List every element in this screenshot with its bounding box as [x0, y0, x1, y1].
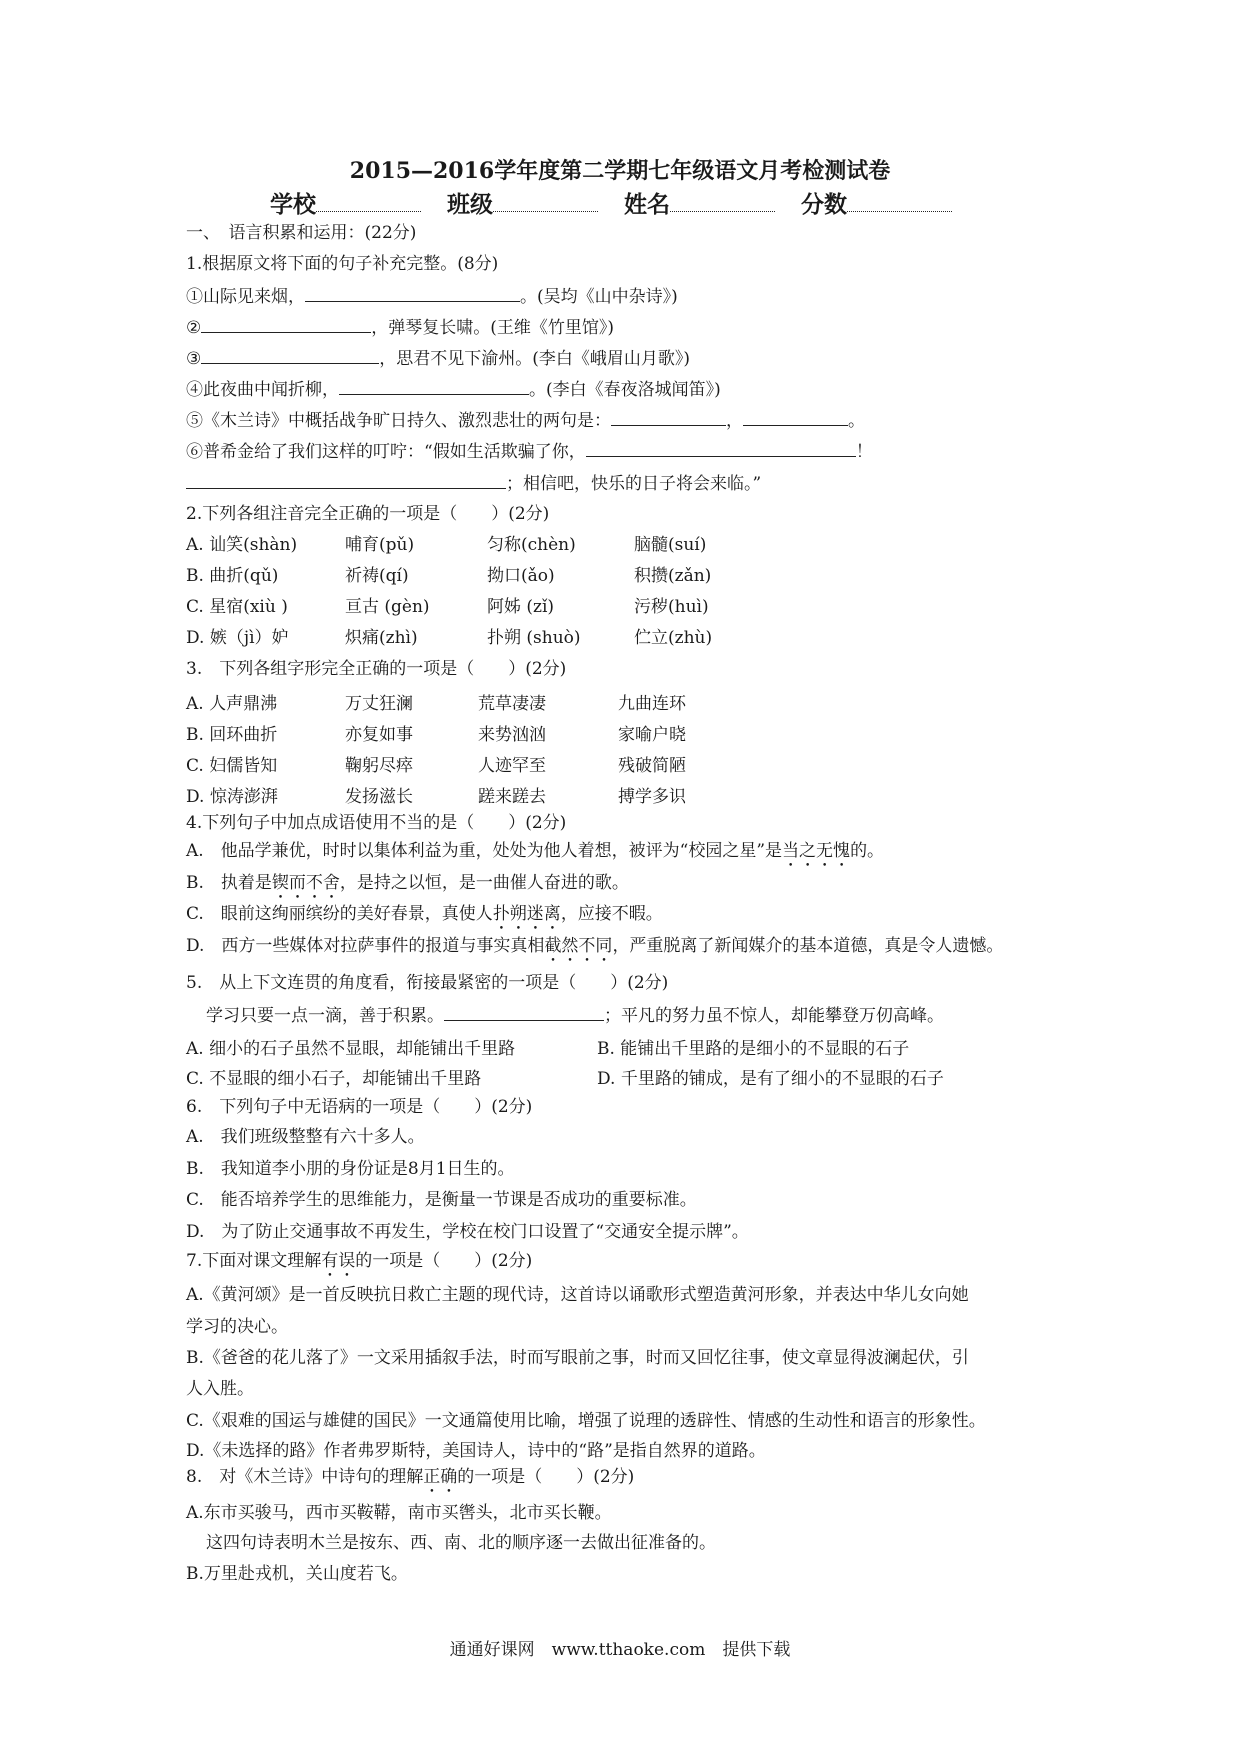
q8-stem	[186, 1466, 634, 1497]
q2-option-a-3: 匀称(chèn)	[487, 535, 576, 555]
q3-option-c-2: 鞠躬尽瘁	[345, 756, 413, 776]
q3-option-c-1: C. 妇儒皆知	[186, 756, 278, 776]
q2-option-c-3: 阿姊 (zǐ)	[487, 597, 555, 617]
q1-e-comma: ，	[726, 411, 743, 431]
score-label: 分数	[801, 191, 848, 218]
q1-b-blank[interactable]	[201, 314, 371, 333]
q1-d-blank[interactable]	[339, 376, 529, 395]
q7-option-a-line2: 学习的决心。	[186, 1317, 288, 1337]
q6-option-a: A. 我们班级整整有六十多人。	[186, 1127, 425, 1147]
q1-c-source: ，思君不见下渝州。(李白《峨眉山月歌》)	[379, 349, 691, 369]
q2-option-a-2: 哺育(pǔ)	[345, 535, 415, 555]
q3-option-c-4: 残破简陋	[618, 756, 686, 776]
q1-f-blank[interactable]	[586, 438, 856, 457]
q4-a-idiom: 当之无愧	[782, 841, 851, 861]
q1-item-g	[186, 470, 761, 495]
q5-option-c: C. 不显眼的细小石子，却能铺出千里路	[186, 1069, 482, 1089]
q7-stem-text: 7.下面对课文理解	[186, 1251, 322, 1271]
q1-b-text: ②	[186, 318, 202, 338]
q4-option-c	[186, 903, 663, 934]
q2-option-d-4: 伫立(zhù)	[634, 628, 713, 648]
q4-c-text: C. 眼前这绚丽缤纷的美好春景，真使人	[186, 904, 493, 924]
q3-option-d-2: 发扬滋长	[345, 787, 413, 807]
q2-stem: 2.下列各组注音完全正确的一项是（ ）(2分)	[186, 504, 550, 524]
q4-d-end: ，严重脱离了新闻媒介的基本道德，真是令人遗憾。	[612, 936, 1004, 956]
q6-option-d: D. 为了防止交通事故不再发生，学校在校门口设置了“交通安全提示牌”。	[186, 1222, 749, 1242]
q3-option-c-3: 人迹罕至	[478, 756, 546, 776]
score-field[interactable]	[847, 189, 952, 212]
q2-option-a-4: 脑髓(suí)	[634, 535, 707, 555]
q8-option-a-line2: 这四句诗表明木兰是按东、西、南、北的顺序逐一去做出征准备的。	[206, 1533, 716, 1553]
q4-option-b	[186, 872, 629, 903]
q4-a-text: A. 他品学兼优，时时以集体利益为重，处处为他人着想，被评为“校园之星”是	[186, 841, 783, 861]
name-label: 姓名	[624, 191, 670, 218]
q1-g-blank[interactable]	[186, 470, 506, 489]
q2-option-b-3: 拗口(ǎo)	[487, 566, 555, 586]
q3-option-d-4: 搏学多识	[618, 787, 686, 807]
q5-blank[interactable]	[444, 1002, 604, 1021]
q4-c-end: ，应接不暇。	[560, 904, 663, 924]
q3-stem: 3. 下列各组字形完全正确的一项是（ ）(2分)	[186, 659, 567, 679]
q3-option-b-2: 亦复如事	[345, 725, 413, 745]
q7-option-d: D.《未选择的路》作者弗罗斯特，美国诗人，诗中的“路”是指自然界的道路。	[186, 1441, 766, 1461]
q3-option-a-1: A. 人声鼎沸	[186, 694, 278, 714]
q4-option-d	[186, 935, 1003, 966]
q8-stem-key: 正确	[423, 1467, 458, 1487]
q1-item-b	[186, 314, 614, 339]
q2-option-d-3: 扑朔 (shuò)	[487, 628, 581, 648]
q7-option-a-line1: A.《黄河颂》是一首反映抗日救亡主题的现代诗，这首诗以诵歌形式塑造黄河形象，并表达中华儿女向她	[186, 1285, 969, 1305]
section-heading: 一、 语言积累和运用：(22分)	[186, 223, 417, 243]
q1-f-text: ⑥普希金给了我们这样的叮咛：“假如生活欺骗了你，	[186, 442, 586, 462]
exam-title: 2015—2016学年度第二学期七年级语文月考检测试卷	[349, 158, 891, 184]
q7-option-b-line2: 人入胜。	[186, 1379, 254, 1399]
q1-d-source: 。(李白《春夜洛城闻笛》)	[529, 380, 721, 400]
q1-e-blank-2[interactable]	[743, 407, 848, 426]
q8-option-b-line1: B.万里赴戎机，关山度若飞。	[186, 1564, 408, 1584]
name-field[interactable]	[670, 189, 775, 212]
q1-item-c	[186, 345, 690, 370]
q4-stem: 4.下列句子中加点成语使用不当的是（ ）(2分)	[186, 813, 567, 833]
q5-option-a: A. 细小的石子虽然不显眼，却能铺出千里路	[186, 1039, 516, 1059]
q3-option-b-4: 家喻户晓	[618, 725, 686, 745]
q7-option-c: C.《艰难的国运与雄健的国民》一文通篇使用比喻，增强了说理的透辟性、情感的生动性和语言的形象性。	[186, 1411, 986, 1431]
q2-option-a-1: A. 讪笑(shàn)	[186, 535, 298, 555]
q8-stem-text: 8. 对《木兰诗》中诗句的理解	[186, 1467, 424, 1487]
q4-d-idiom: 截然不同	[544, 936, 613, 956]
q3-option-a-3: 荒草凄凄	[478, 694, 546, 714]
q3-option-a-4: 九曲连环	[618, 694, 686, 714]
q1-g-text: ；相信吧，快乐的日子将会来临。”	[506, 474, 762, 494]
q6-option-b: B. 我知道李小朋的身份证是8月1日生的。	[186, 1159, 515, 1179]
class-label: 班级	[446, 191, 493, 218]
q1-e-text: ⑤《木兰诗》中概括战争旷日持久、激烈悲壮的两句是：	[186, 411, 611, 431]
q2-option-c-1: C. 星宿(xiù )	[186, 597, 288, 617]
school-field[interactable]	[316, 189, 421, 212]
q4-b-text: B. 执着是	[186, 873, 272, 893]
q2-option-c-2: 亘古 (gèn)	[345, 597, 430, 617]
q7-stem-key: 有误	[321, 1251, 356, 1271]
q1-f-end: ！	[855, 442, 873, 462]
q7-stem	[186, 1250, 532, 1281]
q1-b-source: ，弹琴复长啸。(王维《竹里馆》)	[371, 318, 615, 338]
q3-option-d-1: D. 惊涛澎湃	[186, 787, 278, 807]
q2-option-b-4: 积攒(zǎn)	[634, 566, 712, 586]
q2-option-b-2: 祈祷(qí)	[345, 566, 409, 586]
q1-item-d	[186, 376, 721, 401]
q4-d-text: D. 西方一些媒体对拉萨事件的报道与事实真相	[186, 936, 545, 956]
q1-item-a	[186, 283, 678, 308]
student-info-row	[0, 186, 1240, 219]
q5-passage-start: 学习只要一点一滴，善于积累。	[206, 1006, 444, 1026]
q3-option-b-1: B. 回环曲折	[186, 725, 278, 745]
q1-item-e	[186, 407, 865, 432]
q5-passage	[206, 1002, 944, 1027]
q5-option-b: B. 能铺出千里路的是细小的不显眼的石子	[597, 1039, 910, 1059]
q7-stem-end: 的一项是（ ）(2分)	[355, 1251, 533, 1271]
q3-option-b-3: 来势汹汹	[478, 725, 546, 745]
q5-stem: 5. 从上下文连贯的角度看，衔接最紧密的一项是（ ）(2分)	[186, 973, 669, 993]
q1-a-text: ①山际见来烟，	[186, 287, 305, 307]
q4-option-a	[186, 840, 884, 871]
q1-a-blank[interactable]	[305, 283, 520, 302]
q6-stem: 6. 下列句子中无语病的一项是（ ）(2分)	[186, 1097, 533, 1117]
q1-d-text: ④此夜曲中闻折柳，	[186, 380, 339, 400]
q2-option-d-1: D. 嫉（jì）妒	[186, 628, 289, 648]
q8-option-a-line1: A.东市买骏马，西市买鞍鞯，南市买辔头，北市买长鞭。	[186, 1503, 612, 1523]
q8-stem-end: 的一项是（ ）(2分)	[457, 1467, 635, 1487]
q1-e-end: 。	[848, 411, 865, 431]
q1-e-blank-1[interactable]	[611, 407, 726, 426]
q1-stem: 1.根据原文将下面的句子补充完整。(8分)	[186, 254, 499, 274]
q2-option-c-4: 污秽(huì)	[634, 597, 709, 617]
q3-option-a-2: 万丈狂澜	[345, 694, 413, 714]
q6-option-c: C. 能否培养学生的思维能力，是衡量一节课是否成功的重要标准。	[186, 1190, 697, 1210]
q5-passage-end: ；平凡的努力虽不惊人，却能攀登万仞高峰。	[604, 1006, 944, 1026]
q7-option-b-line1: B.《爸爸的花儿落了》一文采用插叙手法，时而写眼前之事，时而又回忆往事，使文章显得波澜起伏，引	[186, 1348, 969, 1368]
q1-item-f	[186, 438, 873, 463]
page-footer: 通通好课网 www.tthaoke.com 提供下载	[449, 1640, 791, 1660]
q4-a-end: 的。	[850, 841, 885, 861]
class-field[interactable]	[493, 189, 598, 212]
q1-c-text: ③	[186, 349, 202, 369]
q2-option-b-1: B. 曲折(qǔ)	[186, 566, 279, 586]
q4-c-idiom: 扑朔迷离	[492, 904, 561, 924]
q4-b-end: ，是持之以恒，是一曲催人奋进的歌。	[339, 873, 629, 893]
q1-c-blank[interactable]	[201, 345, 379, 364]
q4-b-idiom: 锲而不舍	[271, 873, 340, 893]
q5-option-d: D. 千里路的铺成，是有了细小的不显眼的石子	[597, 1069, 944, 1089]
q3-option-d-3: 蹉来蹉去	[478, 787, 546, 807]
q1-a-source: 。(吴均《山中杂诗》)	[520, 287, 678, 307]
q2-option-d-2: 炽痛(zhì)	[345, 628, 418, 648]
school-label: 学校	[269, 191, 316, 218]
